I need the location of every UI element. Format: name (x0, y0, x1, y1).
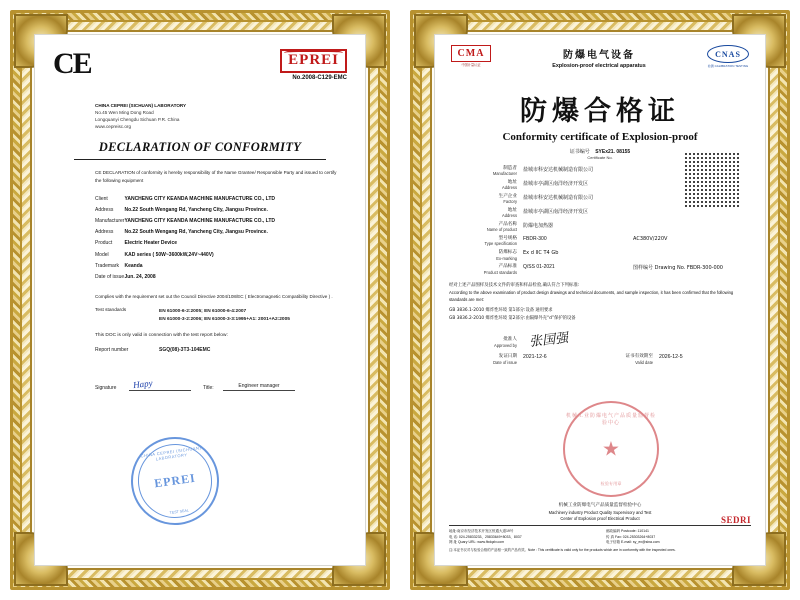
table-row (53, 238, 347, 249)
ce-header (53, 49, 347, 95)
ep-approved-label-en: Approved by (494, 343, 517, 348)
table-row (53, 271, 347, 282)
ce-title: DECLARATION OF CONFORMITY (98, 140, 302, 155)
ep-approved-row (449, 332, 751, 348)
cnas-sub-text: 检测 CALIBRATION TESTING (707, 64, 749, 68)
ce-field-key: Trademark (95, 262, 119, 269)
ep-official-stamp (563, 401, 659, 497)
table-row (449, 220, 751, 234)
ep-footer-postcode: 邮政编码 Postcode: 110141 (606, 529, 649, 534)
ce-lab-address-line-1: No.45 Wen Ming Dong Road (95, 110, 154, 116)
table-row (53, 260, 347, 271)
ce-test-standards (53, 308, 347, 324)
ep-field-label-en: Ex-marking (496, 255, 517, 261)
ep-stamp-bottom-text: 检验专用章 (600, 481, 622, 486)
table-row (449, 234, 751, 248)
table-row (53, 216, 347, 227)
ep-footer-phone: 电 话: 024-25833233、25833649+8033、8037 (449, 534, 522, 539)
eprei-arc-icon (284, 50, 343, 56)
ep-signature-script: 张国强 (528, 330, 569, 350)
ep-field-label (449, 236, 523, 247)
ep-field-value: 盐城市亭湖区南洋经济开发区 (523, 208, 589, 215)
ce-title-rule (74, 159, 327, 160)
ce-field-key: Date of issue (95, 274, 125, 281)
table-row (53, 249, 347, 260)
ce-compliance-note: Complies with the requirement set out the Council Directive 2004/108/EC ( Electromagnetic Compatibility Directive ) . (95, 293, 333, 299)
ce-field-value: No.22 South Wengang Rd, Yancheng City, Jiangsu Province. (124, 229, 268, 236)
ce-field-value: No.22 South Wengang Rd, Yancheng City, Jiangsu Province. (124, 206, 268, 213)
table-row (449, 262, 751, 276)
ce-title-label: Title: (203, 385, 214, 392)
ep-field-label-cn: 产品名称 (498, 221, 517, 227)
ce-field-key: Model (95, 251, 109, 258)
ep-field-label-cn: 生产企业 (498, 193, 517, 199)
ep-field-value: Ex d IIC T4 Gb (523, 249, 559, 256)
ce-lab-stamp (125, 431, 224, 530)
ep-field-label-cn: 防爆标志 (498, 249, 517, 255)
cma-sub-text: 中国计量认证 (461, 63, 481, 67)
ep-field-value: 盐城市科安达机械制造有限公司 (523, 194, 594, 201)
ce-report-number-label: Report number (95, 347, 129, 354)
ep-field-label-en: Type specification (484, 241, 517, 247)
ep-field-label-en: Manufacturer (492, 171, 517, 177)
eprei-logo-block (280, 49, 347, 81)
ep-footer-org-cn: 机械工业防爆电气产品质量监督检验中心 (558, 503, 642, 509)
ep-field-value: 防爆电加热器 (523, 222, 554, 229)
ep-field-label-en: Address (501, 185, 517, 191)
eprei-logo (280, 49, 347, 73)
ce-fields-table (53, 193, 347, 283)
ep-field-label-cn: 地址 (507, 179, 517, 185)
table-row (53, 227, 347, 238)
ep-field-value-secondary: 图样编号 Drawing No. FBDR-300-000 (633, 264, 723, 271)
ep-footer-columns (449, 529, 751, 545)
ce-lab-name: CHINA CEPREI (SICHUAN) LABORATORY (95, 103, 187, 108)
ce-document-number: No.2008-C129-EMC (292, 75, 347, 81)
ce-field-value: Electric Heater Device (124, 240, 178, 247)
table-row (53, 193, 347, 204)
ep-issue-date-label-en: Date of issue (493, 359, 517, 365)
ce-laboratory-block (53, 102, 347, 130)
ep-title-en: Conformity certificate of Explosion-proof (502, 131, 698, 143)
ep-field-label-cn: 制造者 (503, 165, 517, 171)
ep-footer-org-en-2: Center of Explosion proof Electrical Product (560, 516, 640, 522)
ep-field-value-secondary: AC380V/220V (633, 235, 668, 242)
ce-field-key: Address (95, 206, 114, 213)
ce-field-value: KAD series ( 50W~3600kW,24V~440V) (124, 251, 214, 258)
ep-valid-date-label (597, 354, 659, 365)
ep-footer-left-column (449, 529, 594, 545)
table-row (53, 204, 347, 215)
ep-issue-date-value: 2021-12-6 (523, 354, 547, 361)
ce-test-standard-line: EN 61000-6-2:2005; EN 61000-6-4:2007 (159, 308, 247, 314)
ep-statement (449, 283, 751, 303)
ce-field-value: Keanda (124, 262, 143, 269)
ep-footer-address: 地址:南京市经济技术开发区恒通大道19号 (449, 529, 514, 534)
ep-title-cn: 防爆合格证 (520, 96, 680, 127)
ce-lead-text: CE DECLARATION of conformity is hereby responsibility of the Name Grantee/ Responsible Party and issued to certify the following equipment (95, 170, 337, 183)
ep-footer-org-en-1: Machinery industry Product Quality Supervisory and Test (548, 510, 652, 516)
list-item: GB 3836.2-2010 爆炸性环境 第2部分:由隔爆外壳“d”保护的设备 (449, 315, 576, 321)
ce-field-value: YANCHENG CITY KEANDA MACHINE MANUFACTURE CO., LTD (124, 218, 276, 225)
ep-footer-fax: 传 真 Fax: 024-25303264+8037 (606, 534, 656, 539)
ep-footer-rule (449, 525, 751, 526)
ep-footer-url[interactable]: 网 址 Quary URL: www.fbdqzlv.com (449, 539, 505, 544)
ce-lab-website: www.cepreisc.org (95, 124, 131, 130)
ep-field-label (449, 208, 523, 219)
ep-field-label-en: Address (501, 213, 517, 219)
ce-field-key: Address (95, 229, 114, 236)
ce-stamp-center-text: EPREI (153, 470, 197, 491)
ce-stamp-top-text: CHINA CEPREI (SICHUAN) LABORATORY (140, 445, 202, 462)
ce-mark-icon: CE (53, 47, 91, 80)
ep-field-label-en: Name of product (486, 227, 517, 233)
ep-statement-en: According to the above examination of product design drawings and technical documents, and sample inspection, it has been confirmed that the following standards are met: (449, 290, 734, 302)
ce-test-standard-line: EN 61000-3-2:2006; EN 61000-3-3:1995+A1: 2001+A2:2005 (159, 317, 290, 323)
ep-valid-date-value: 2026-12-5 (659, 354, 683, 361)
ep-field-label-cn: 型号规格 (498, 235, 517, 241)
list-item: GB 3836.1-2010 爆炸性环境 第1部分:设备 通用要求 (449, 308, 553, 314)
ep-field-value: 盐城市科安达机械制造有限公司 (523, 166, 594, 173)
ep-valid-date-label-en: Valid date (635, 359, 653, 365)
ep-stamp-top-text: 机械工业防爆电气产品质量监督检验中心 (565, 413, 656, 426)
ep-issue-date-label-cn: 发证日期 (498, 354, 517, 360)
qr-code-icon (685, 153, 739, 207)
ep-header-cn: 防爆电气设备 (563, 50, 635, 61)
cma-logo (449, 45, 493, 67)
ep-field-label-cn: 产品标准 (498, 263, 517, 269)
cnas-logo (705, 45, 751, 68)
ce-field-key: Manufacturer (95, 218, 125, 225)
ce-test-standards-label: Test standards (95, 307, 127, 313)
ep-footer-org (449, 503, 751, 522)
ce-field-value: Jun. 24, 2008 (124, 274, 156, 281)
ce-signature-label: Signature (95, 385, 117, 392)
ep-dates-row (449, 354, 751, 365)
ce-field-value: YANCHENG CITY KEANDA MACHINE MANUFACTURE CO., LTD (124, 195, 276, 202)
ep-certno-value: SYEx21. 08155 (595, 149, 631, 155)
table-row (449, 206, 751, 220)
ep-statement-cn: 经对上述产品图样及技术文件的审查和样品检验,确认符合下列标准: (449, 283, 580, 289)
cma-badge-text: CMA (451, 45, 491, 62)
ep-field-label (449, 194, 523, 205)
ce-title-value: Engineer manager (223, 383, 295, 391)
ce-stamp-bottom-text: TEST SEAL (169, 508, 190, 516)
ep-field-value: FBDR-300 (523, 235, 547, 242)
ep-signature-box (523, 332, 643, 348)
star-icon: ★ (602, 438, 620, 461)
ep-footer (449, 503, 751, 553)
ep-field-label (449, 180, 523, 191)
ep-footer-email[interactable]: 电子信箱 E-mail: sy_ex@sina.com (606, 539, 660, 544)
ep-field-value: Q/SS 01-2021 (523, 263, 555, 270)
ep-field-value: 盐城市亭湖区南洋经济开发区 (523, 180, 589, 187)
table-row (449, 248, 751, 262)
ep-approved-label-cn: 批准人 (503, 337, 517, 343)
ce-lab-address-line-2: Longquanyi Chengdu Sichuan P.R. China (95, 117, 180, 123)
ep-approval-block (449, 332, 751, 365)
ce-report-number-value: SGQ(08)-3T3-104EMC (159, 347, 211, 354)
ce-field-key: Product (95, 240, 113, 247)
ep-field-label (449, 166, 523, 177)
ep-certno-label-en: Certificate No. (587, 155, 613, 160)
explosion-proof-sheet (434, 34, 766, 566)
ep-field-label (449, 250, 523, 261)
cnas-badge-text: CNAS (707, 45, 749, 63)
ep-field-label-en: Product standards (483, 269, 517, 275)
ce-test-standards-values (159, 308, 290, 324)
ep-field-label (449, 222, 523, 233)
ep-standards-list (449, 307, 751, 322)
eprei-logo-text: EPREI (288, 52, 339, 68)
ce-signature-line (129, 379, 191, 391)
ce-field-key: Client (95, 195, 108, 202)
ep-footer-note: 注:本证书仅对与检验合格的产品相一致的产品有效。Note : This certificate is valid only for the products which are in conformity with the inspected ones. (449, 548, 676, 553)
ep-field-label-cn: 地址 (507, 207, 517, 213)
ep-field-label (449, 264, 523, 275)
ce-report-number-row (53, 347, 347, 353)
ep-footer-right-column (606, 529, 751, 545)
ep-field-label-en: Factory (503, 199, 517, 205)
ce-signature-row (53, 379, 347, 391)
ep-issue-date-label (449, 354, 523, 365)
ep-header (449, 45, 751, 85)
ce-certificate-sheet (34, 34, 366, 566)
sedri-logo: SEDRI (720, 515, 751, 526)
ce-validity-note: This DOC is only valid in connection with the test report below: (95, 333, 228, 339)
explosion-proof-certificate (400, 0, 800, 600)
ep-certno-label-cn: 证书编号 (569, 149, 590, 155)
ep-approved-label (449, 337, 523, 348)
ep-valid-date-label-cn: 证书有效期至 (625, 354, 653, 360)
ep-header-center (493, 45, 705, 69)
ep-header-en: Explosion-proof electrical apparatus (552, 63, 646, 69)
ce-signature-script: Hapy (132, 378, 154, 391)
